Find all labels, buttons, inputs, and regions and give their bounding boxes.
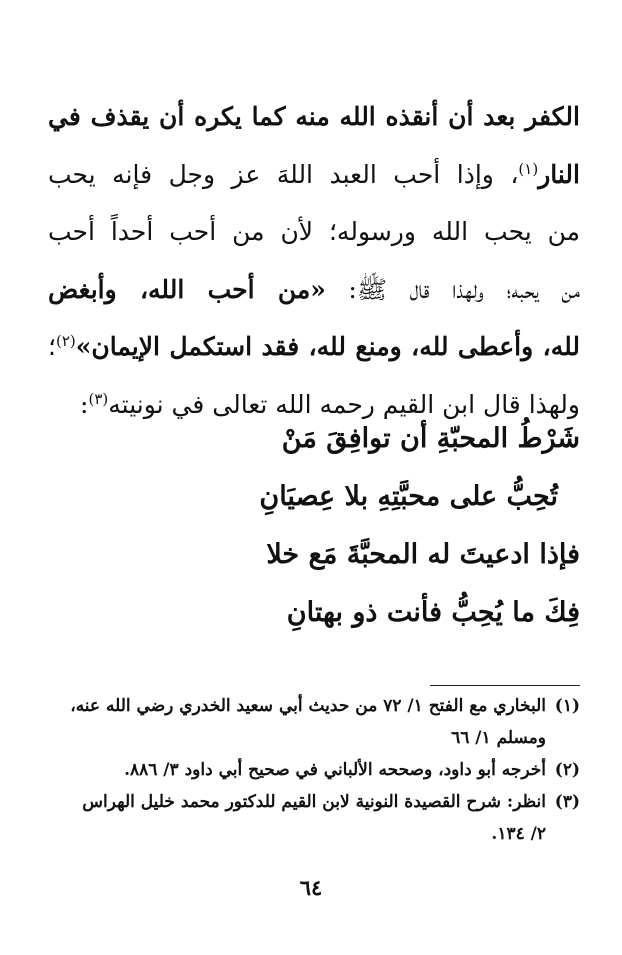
footnote-ref: (٣) [88, 389, 109, 408]
footnote [48, 754, 580, 786]
footnote-text: انظر: شرح القصيدة النونية لابن القيم للدكتور محمد خليل الهراس [82, 792, 546, 812]
footnote [48, 690, 580, 754]
hadith-quote: «من أحب الله، وأبغض [48, 274, 326, 304]
body-text [48, 88, 580, 433]
poem-verse: شَرْطُ المحبّةِ أن توافِقَ مَنْ [281, 423, 580, 454]
footnote-text: أخرجه أبو داود، وصححه الألباني في صحيح أبي داود ٣/ ٨٨٦. [124, 760, 546, 780]
body-line: من يحب الله ورسوله؛ لأن من أحب أحداً أحب [48, 217, 580, 246]
footnote-number: (٢) [554, 760, 580, 780]
body-line: ولهذا قال ابن القيم رحمه الله تعالى في نونيته$^{(٣)}$: [80, 389, 580, 419]
body-line: النار$^{(١)}$، وإذا أحب العبد اللهَ عز وجل فإنه يحب [48, 159, 580, 189]
page-number: ٦٤ [299, 875, 323, 900]
body-line [48, 88, 580, 146]
poem-verse: فإذا ادعيتَ له المحبَّةَ مَع خلا [266, 539, 580, 570]
hadith-quote: لله، وأعطى لله، ومنع لله، فقد استكمل الإيمان» [75, 332, 580, 361]
body-line: من يحبه؛ ولهذا قال ﷺ: «من أحب الله، وأبغض [48, 274, 580, 304]
footnote [48, 786, 580, 850]
footnote-text: ٢/ ١٣٤. [491, 824, 546, 844]
footnote-ref: (٢) [55, 332, 76, 350]
poem [48, 410, 580, 642]
bold-text: الكفر بعد أن أنقذه الله منه كما يكره أن يقذف في [48, 102, 580, 131]
footnote-text: ومسلم ١/ ٦٦ [451, 728, 546, 748]
footnote-number: (١) [554, 696, 580, 716]
bold-text: النار [538, 159, 580, 189]
footnote-ref: (١) [518, 159, 539, 178]
body-line: لله، وأعطى لله، ومنع لله، فقد استكمل الإيمان»$^{(٢)}$؛ [48, 332, 580, 361]
footnotes [48, 690, 580, 850]
footnote-number: (٣) [554, 792, 580, 812]
poem-verse: تُحِبُّ على محبَّتِهِ بلا عِصيَانِ [259, 481, 558, 512]
poem-verse: فِكَ ما يُحِبُّ فأنت ذو بهتانِ [286, 597, 580, 628]
footnote-divider [430, 685, 580, 686]
footnote-text: البخاري مع الفتح ١/ ٧٢ من حديث أبي سعيد الخدري رضي الله عنه، [70, 696, 546, 716]
